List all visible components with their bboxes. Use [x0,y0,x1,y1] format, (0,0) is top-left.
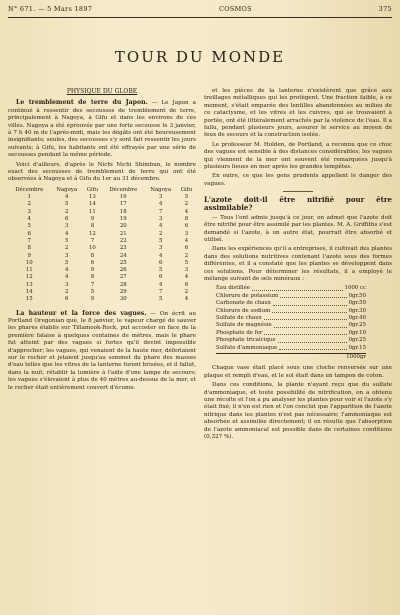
paragraph: Voici d'ailleurs, d'après le Nichi Nichi Shimbun, le nombre exact des secousses de tremblement de terre qui ont été observées à Nagoya et à Gifu du 1er au 31 décembre. [8,161,196,183]
table-cell: 4 [184,208,189,215]
table-cell: 28 [119,281,127,288]
table-cell: 6 [64,296,69,303]
table-header-cell: Gifu [180,186,193,193]
table-header-cell: Décembre [15,186,44,193]
table-body [8,194,196,303]
table-cell: 20 [119,223,127,230]
table-cell: 8 [90,274,95,281]
table-row [8,216,196,223]
table-cell: 2 [184,252,189,259]
right-column [204,88,392,443]
table-cell: 5 [158,237,163,244]
salt-quantity: 0gr.15 [348,344,366,351]
table-cell: 13 [89,194,96,201]
table-cell: 4 [64,274,69,281]
table-cell: 25 [119,259,127,266]
table-header-cell: Nagoya [56,186,78,193]
salt-name: Sulfate de chaux [216,314,262,321]
table-cell: 9 [27,252,31,259]
table-cell: 3 [27,208,31,215]
salt-quantity: 0gr.30 [348,307,366,314]
salt-name: Sulfate de magnésie [216,322,272,329]
table-row [8,209,196,216]
table-cell: 5 [158,267,163,274]
article-title: L'azote doit-il être nitrifié pour être assimilable? [204,195,392,213]
paragraph: et les pièces de la lanterne n'existèrent que grâce aux treillages métalliques qui les protègent. Une fraction faible, à ce moment, s'était emparée des lentilles abandonnées au milieu de ce cataclysme, et les vitres et les cuivres, qui se trouvaient à portée, ont été littéralement arrachés par la violence de l'eau. Il a fallu, pendant plusieurs jours, assurer le service au moyen de feux de secours et la construction isolée. [204,88,392,139]
list-item [216,337,366,344]
table-cell: 4 [158,252,163,259]
page-title: TOUR DU MONDE [114,48,286,66]
table-cell: 23 [119,245,127,252]
table-cell: 3 [64,252,69,259]
table-cell: 3 [158,216,163,223]
table-cell: 8 [184,216,189,223]
salt-total: 1000gr [216,353,366,361]
paragraph: Chaque vase était placé sous une cloche renversée sur une plaque et rempli d'eau, et le sol était dans un tampon de coton. [204,365,392,379]
table-cell: 4 [184,296,189,303]
table-cell: 7 [90,237,95,244]
table-cell: 4 [64,194,69,201]
table-cell: 30 [119,296,127,303]
table-cell: 4 [184,274,189,281]
table-cell: 29 [119,289,127,296]
table-row [8,289,196,296]
salt-name: Phosphate de fer [216,329,263,336]
paragraph: En outre, ce que les gens prudents appellent le danger des vagues. [204,173,392,187]
earthquake-table [8,187,196,304]
page-number: 375 [378,5,392,13]
table-cell: 14 [89,201,96,208]
table-cell: 5 [64,237,69,244]
table-cell: 22 [119,237,127,244]
table-cell: 13 [25,281,33,288]
salt-quantity: 0gr.10 [348,329,366,336]
table-cell: 5 [184,194,189,201]
leader-dots [279,345,346,350]
table-cell: 5 [64,201,69,208]
table-cell: 6 [158,274,163,281]
table-cell: 7 [158,208,163,215]
list-item [216,308,366,315]
table-cell: 4 [158,281,163,288]
table-cell: 2 [184,289,189,296]
salt-name: Chlorure de potassium [216,292,279,299]
table-cell: 4 [158,223,163,230]
salt-name: Phosphate tricalcique [216,337,276,344]
article-earthquake [8,99,196,159]
table-cell: 8 [90,252,95,259]
table-cell: 15 [25,296,33,303]
table-cell: 4 [158,201,163,208]
leader-dots [272,308,346,313]
table-cell: 11 [89,208,96,215]
table-cell: 24 [119,252,127,259]
table-cell: 6 [184,281,189,288]
list-item [216,330,366,337]
salt-quantity: 0gr.50 [348,300,366,307]
list-item [216,345,366,352]
table-cell: 3 [184,267,189,274]
table-row [8,296,196,303]
table-cell: 5 [184,259,189,266]
table-cell: 8 [27,245,31,252]
table-cell: 19 [119,216,127,223]
leader-dots [274,322,347,327]
table-cell: 2 [27,201,31,208]
table-cell: 5 [90,289,95,296]
table-cell: 21 [119,230,127,237]
table-cell: 9 [90,296,95,303]
paragraph: — Tous l'ont admis jusqu'à ce jour, on admet que l'azote doit être nitrifié pour être assimilé par les plantes. M. A. Griffiths s'est demandé si l'azote, à un autre état, pourrait être absorbé et utilisé. [204,214,392,243]
table-cell: 3 [64,223,69,230]
table-cell: 6 [184,223,189,230]
two-column-body [8,88,392,443]
left-column [8,88,196,443]
table-cell: 6 [158,259,163,266]
salt-quantity: 0gr.25 [348,322,366,329]
article-waves [8,310,196,392]
table-cell: 1 [27,194,31,201]
table-cell: 2 [64,289,69,296]
paragraph: Le professeur M. Holden, de Portland, a reconnu que ce choc des vagues est sensible à des distances considérables; les vagues qui viennent de la mer ont souvent été remarquées jusqu'à plusieurs lieues en mer après les grandes tempêtes. [204,141,392,171]
table-cell: 16 [119,194,127,201]
table-cell: 10 [89,245,96,252]
table-cell: 11 [25,267,33,274]
table-cell: 18 [119,208,127,215]
table-cell: 12 [25,274,33,281]
table-row [8,238,196,245]
header-rule [8,17,392,18]
table-row [8,260,196,267]
table-cell: 2 [64,245,69,252]
table-cell: 6 [184,245,189,252]
table-cell: 6 [90,259,95,266]
table-cell: 2 [184,201,189,208]
salt-name: Eau distillée [216,285,250,292]
leader-dots [264,330,346,335]
table-cell: 6 [64,216,69,223]
table-cell: 4 [64,267,69,274]
table-cell: 7 [90,281,95,288]
table-cell: 3 [184,230,189,237]
issue-date: N° 671. — 5 Mars 1897 [8,5,93,13]
paragraph: Dans les expériences qu'il a entreprises, il cultivait des plantes dans des solutions nutritives contenant l'azote sous des formes différentes, et il a constaté que les plantes se développent dans ces solutions. Pour déterminer les résultats, il a employé le mélange suivant de sels minéraux : [204,246,392,282]
table-cell: 5 [158,296,163,303]
table-cell: 12 [89,230,96,237]
article-title: Le tremblement de terre du Japon. [16,99,148,107]
table-cell: 2 [158,230,163,237]
leader-dots [280,293,346,298]
table-row [8,201,196,208]
journal-name: COSMOS [218,5,252,13]
section-heading: PHYSIQUE DU GLOBE [66,88,138,95]
table-cell: 4 [184,237,189,244]
article-text: — Le Japon a continué à ressentir des secousses de tremblement de terre, principalement à Nagoya, à Gifu et dans les environs de ces villes. Nagoya a été éprouvée par une forte secousse le 3 janvier, à 7 h 40 m de l'après-midi, mais les dégâts ont été heureusement insignifiants; seules, des secousses s'y sont fait ressentir les jours suivants; à Gifu, les habitants ont été effrayés par une série de secousses pendant la même période. [8,100,196,159]
salt-name: Carbonate de chaux [216,300,271,307]
table-cell: 7 [158,289,163,296]
table-row [8,267,196,274]
leader-dots [273,300,347,305]
table-row [8,245,196,252]
divider [283,191,313,192]
table-cell: 8 [90,223,95,230]
list-item [216,293,366,300]
table-cell: 9 [90,216,95,223]
table-header-cell: Nagoya [150,186,172,193]
table-header-cell: Gifu [86,186,99,193]
table-row [8,274,196,281]
page-header [8,5,392,15]
table-cell: 14 [25,289,33,296]
table-row [8,253,196,260]
table-cell: 4 [64,230,69,237]
table-cell: 3 [64,281,69,288]
table-cell: 26 [119,267,127,274]
table-cell: 9 [90,267,95,274]
table-cell: 5 [64,259,69,266]
table-cell: 27 [119,274,127,281]
article-title: La hauteur et la force des vagues. [16,309,147,317]
salt-quantity: 1000 cc [344,285,366,292]
table-cell: 10 [25,259,33,266]
leader-dots [278,337,347,342]
table-cell: 3 [158,194,163,201]
list-item [216,322,366,329]
table-row [8,223,196,230]
salt-quantity: 0gr.50 [348,292,366,299]
leader-dots [252,285,343,290]
salt-name: Sulfate d'ammoniaque [216,344,278,351]
list-item [216,300,366,307]
list-item [216,285,366,292]
table-cell: 3 [158,245,163,252]
salt-list [216,285,366,361]
table-cell: 5 [27,223,31,230]
article-text: — On écrit au Portland Oregonian que, le 8 janvier, le vapeur chargé de sauver les phares établis sur Tillamook-Rock, put accoster en face de la première falaise à quelques centaines de mètres, mais le phare fut atteint par des vagues si fortes qu'il devint impossible d'approcher; les vagues, qui venaient de la haute mer, déferlaient sur le rocher et jetaient jusqu'au sommet du phare des masses d'eau telles que les vitres de la lanterne furent brisées, et il fallut, dans la nuit, rétablir la lumière à l'aide d'une lampe de secours; les vagues s'élevaient à plus de 40 mètres au-dessus de la mer, et le rocher était entièrement couvert d'écume. [8,310,196,391]
table-cell: 6 [27,230,31,237]
table-cell: 17 [119,201,127,208]
salt-quantity: 0gr.25 [348,337,366,344]
salt-quantity: 0gr.40 [348,314,366,321]
paragraph: Dans ces conditions, la plante n'ayant reçu que du sulfate d'ammoniaque, et toute possibilité de nitrification, on a obtenu une récolte et l'on a pu analyser les plantes pour voir si l'azote s'y était fixé; il n'en est rien et l'on conclut que l'apparition de l'azote nitrique dans les plantes n'est pas nécessaire; l'ammoniaque est absorbée et assimilée directement; il en résulte que l'absorption de l'azote ammoniacal est possible dans de certaines conditions (0,327 %). [204,382,392,441]
leader-dots [264,315,347,320]
table-row [8,194,196,201]
table-cell: 4 [27,216,31,223]
salt-name: Chlorure de sodium [216,307,271,314]
table-row [8,231,196,238]
table-cell: 7 [27,237,31,244]
article-azote [204,196,392,212]
table-header-cell: Décembre [109,186,138,193]
table-row [8,282,196,289]
table-header-row [8,187,196,194]
table-cell: 2 [64,208,69,215]
